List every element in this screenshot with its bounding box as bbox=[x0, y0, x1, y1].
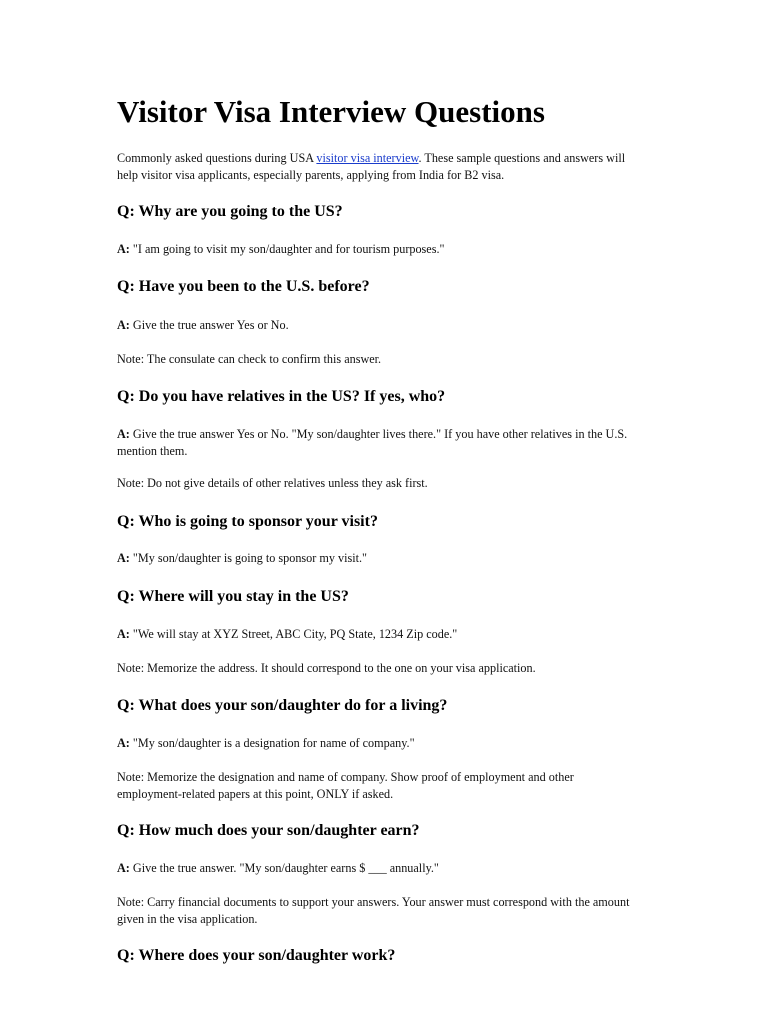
question-8: Q: Where does your son/daughter work? bbox=[117, 947, 396, 964]
answer-text: "My son/daughter is a designation for name of company." bbox=[132, 736, 415, 750]
question-7: Q: How much does your son/daughter earn? bbox=[117, 822, 420, 839]
answer-text: "We will stay at XYZ Street, ABC City, PQ State, 1234 Zip code." bbox=[132, 627, 458, 641]
question-1: Q: Why are you going to the US? bbox=[117, 203, 343, 220]
answer-text: Give the true answer Yes or No. bbox=[132, 318, 289, 332]
answer-label: A: bbox=[117, 736, 130, 750]
answer-4 bbox=[117, 550, 637, 567]
page-title: Visitor Visa Interview Questions bbox=[117, 94, 545, 129]
answer-2 bbox=[117, 317, 637, 334]
answer-3 bbox=[117, 426, 637, 459]
intro-paragraph bbox=[117, 150, 637, 183]
question-6: Q: What does your son/daughter do for a living? bbox=[117, 697, 448, 714]
note-7: Note: Carry financial documents to support your answers. Your answer must correspond with the amount given in the visa application. bbox=[117, 895, 630, 926]
answer-label: A: bbox=[117, 551, 130, 565]
note-2: Note: The consulate can check to confirm this answer. bbox=[117, 352, 382, 366]
answer-text: "My son/daughter is going to sponsor my visit." bbox=[132, 551, 367, 565]
answer-label: A: bbox=[117, 318, 130, 332]
question-3: Q: Do you have relatives in the US? If yes, who? bbox=[117, 388, 446, 405]
answer-label: A: bbox=[117, 627, 130, 641]
answer-text: Give the true answer. "My son/daughter earns $ ___ annually." bbox=[132, 861, 439, 875]
note-6: Note: Memorize the designation and name of company. Show proof of employment and other employment-related papers at this point, ONLY if asked. bbox=[117, 770, 574, 801]
intro-text-before-link: Commonly asked questions during USA bbox=[117, 151, 317, 165]
answer-text: Give the true answer Yes or No. "My son/daughter lives there." If you have other relatives in the U.S. mention them. bbox=[117, 427, 628, 458]
answer-1 bbox=[117, 241, 637, 258]
answer-6 bbox=[117, 735, 637, 752]
visitor-visa-interview-link[interactable]: visitor visa interview bbox=[316, 151, 419, 165]
question-2: Q: Have you been to the U.S. before? bbox=[117, 278, 370, 295]
answer-5 bbox=[117, 626, 637, 643]
answer-7 bbox=[117, 860, 637, 877]
question-4: Q: Who is going to sponsor your visit? bbox=[117, 513, 378, 530]
answer-label: A: bbox=[117, 861, 130, 875]
note-5: Note: Memorize the address. It should correspond to the one on your visa application. bbox=[117, 661, 536, 675]
answer-text: "I am going to visit my son/daughter and for tourism purposes." bbox=[132, 242, 445, 256]
answer-label: A: bbox=[117, 427, 130, 441]
intro-text-after-link: . These sample questions and answers will help visitor visa applicants, especially parents, applying from India for B2 visa. bbox=[117, 151, 626, 182]
question-5: Q: Where will you stay in the US? bbox=[117, 588, 349, 605]
note-3: Note: Do not give details of other relatives unless they ask first. bbox=[117, 476, 428, 490]
answer-label: A: bbox=[117, 242, 130, 256]
